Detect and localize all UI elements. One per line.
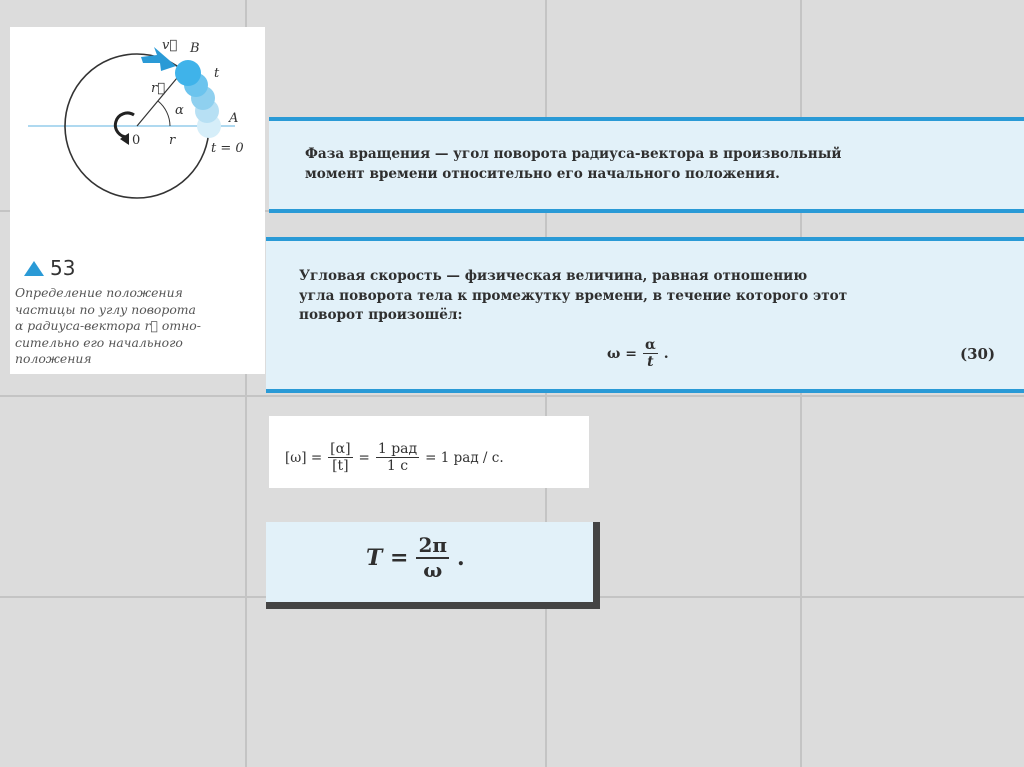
phase-definition-box — [269, 117, 1024, 213]
units-box — [269, 416, 589, 488]
angular-velocity-text: Угловая скорость — физическая величина, равная отношению угла поворота тела к промежутку времени, в течение которого этот поворот произошёл: — [299, 268, 848, 323]
figure-card — [10, 27, 265, 374]
figure-caption: Определение положения частицы по углу поворота α радиуса-вектора r⃗ отно- сительно его начального положения — [15, 285, 201, 366]
label-origin: 0 — [132, 133, 141, 148]
label-r-vector: r⃗ — [151, 81, 166, 96]
label-v: v⃗ — [162, 38, 178, 53]
angular-velocity-box — [266, 237, 1024, 393]
label-a: A — [229, 111, 239, 126]
triangle-icon — [24, 261, 44, 276]
phase-definition-text: Фаза вращения — угол поворота радиуса-вектора в произвольный момент времени относительно его начального положения. — [305, 146, 842, 182]
label-r: r — [169, 133, 176, 148]
label-t0: t = 0 — [211, 141, 244, 156]
formula-number: (30) — [960, 345, 996, 363]
figure-number: 53 — [24, 256, 75, 280]
label-alpha: α — [175, 103, 184, 118]
units-formula: [ω] = $\frac{[\alpha]}{[t]}$ = $\frac{\text{1 рад}}{1 с}$ = 1 рад / с. — [285, 441, 504, 474]
period-formula: T = $\frac{2\pi}{\omega}$ . — [366, 533, 465, 582]
period-box — [266, 522, 600, 609]
rotation-diagram — [10, 27, 265, 257]
label-b: B — [190, 41, 200, 56]
label-t: t — [214, 66, 220, 81]
angular-velocity-formula: ω = $\frac{\alpha}{t}$ . — [607, 337, 669, 370]
